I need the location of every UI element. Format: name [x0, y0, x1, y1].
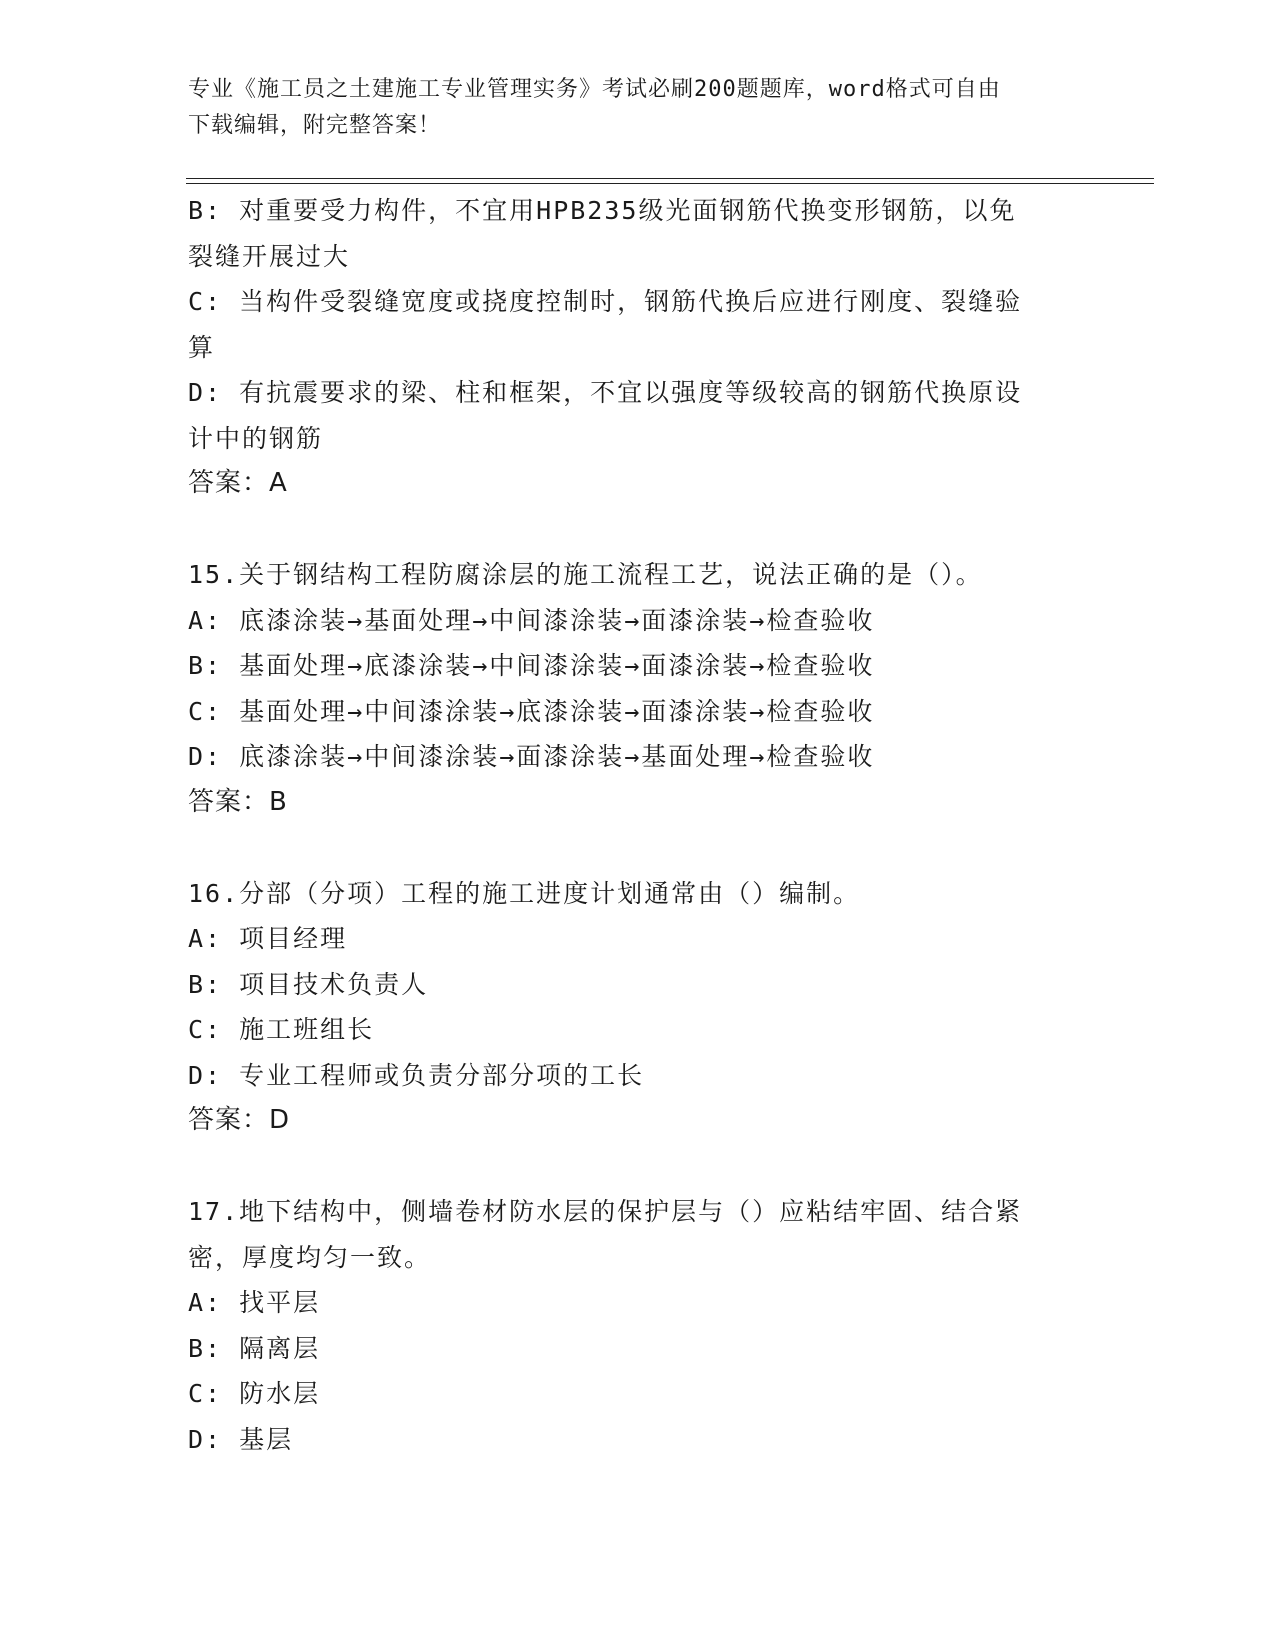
option-b: B: 项目技术负责人: [188, 969, 429, 999]
spacer: [188, 825, 1088, 871]
question-text: 16.分部（分项）工程的施工进度计划通常由（）编制。: [188, 878, 861, 908]
option-c-line-1: C: 当构件受裂缝宽度或挠度控制时，钢筋代换后应进行刚度、裂缝验: [188, 287, 1023, 316]
option-c: C: 基面处理→中间漆涂装→底漆涂装→面漆涂装→检查验收: [188, 696, 875, 726]
question-text-line-1: 17.地下结构中，侧墙卷材防水层的保护层与（）应粘结牢固、结合紧: [188, 1197, 1023, 1226]
header-divider-top: [186, 178, 1154, 179]
option-d-line-2: 计中的钢筋: [188, 423, 324, 453]
question-16: [188, 871, 1088, 1144]
header-divider-bottom: [186, 183, 1154, 184]
option-a: A: 底漆涂装→基面处理→中间漆涂装→面漆涂装→检查验收: [188, 605, 875, 635]
answer-label: 答案：B: [188, 786, 288, 817]
option-c: C: 防水层: [188, 1379, 321, 1408]
spacer: [188, 1144, 1088, 1190]
question-text: 15.关于钢结构工程防腐涂层的施工流程工艺，说法正确的是（）。: [188, 560, 983, 589]
document-header: [188, 72, 1088, 144]
option-b-line-2: 裂缝开展过大: [188, 241, 351, 271]
question-text-line-2: 密，厚度均匀一致。: [188, 1242, 432, 1272]
document-body: [188, 188, 1088, 1462]
option-d: D: 基层: [188, 1424, 294, 1454]
spacer: [188, 507, 1088, 553]
header-line-2: 下载编辑，附完整答案！: [188, 113, 442, 138]
option-a: A: 找平层: [188, 1288, 321, 1317]
question-14-tail: [188, 188, 1088, 507]
answer-label: 答案：D: [188, 1105, 291, 1135]
option-b: B: 隔离层: [188, 1333, 321, 1363]
option-c-line-2: 算: [188, 332, 216, 362]
option-a: A: 项目经理: [188, 924, 348, 953]
option-d: D: 专业工程师或负责分部分项的工长: [188, 1060, 645, 1090]
answer-label: 答案：A: [188, 468, 288, 498]
option-b-line-1: B: 对重要受力构件，不宜用HPB235级光面钢筋代换变形钢筋，以免: [188, 196, 1017, 225]
question-17: [188, 1189, 1088, 1462]
option-d-line-1: D: 有抗震要求的梁、柱和框架，不宜以强度等级较高的钢筋代换原设: [188, 378, 1023, 407]
option-b: B: 基面处理→底漆涂装→中间漆涂装→面漆涂装→检查验收: [188, 651, 875, 680]
option-d: D: 底漆涂装→中间漆涂装→面漆涂装→基面处理→检查验收: [188, 742, 875, 771]
question-15: [188, 552, 1088, 825]
header-line-1: 专业《施工员之土建施工专业管理实务》考试必刷200题题库，word格式可自由: [188, 77, 1001, 102]
option-c: C: 施工班组长: [188, 1015, 375, 1044]
